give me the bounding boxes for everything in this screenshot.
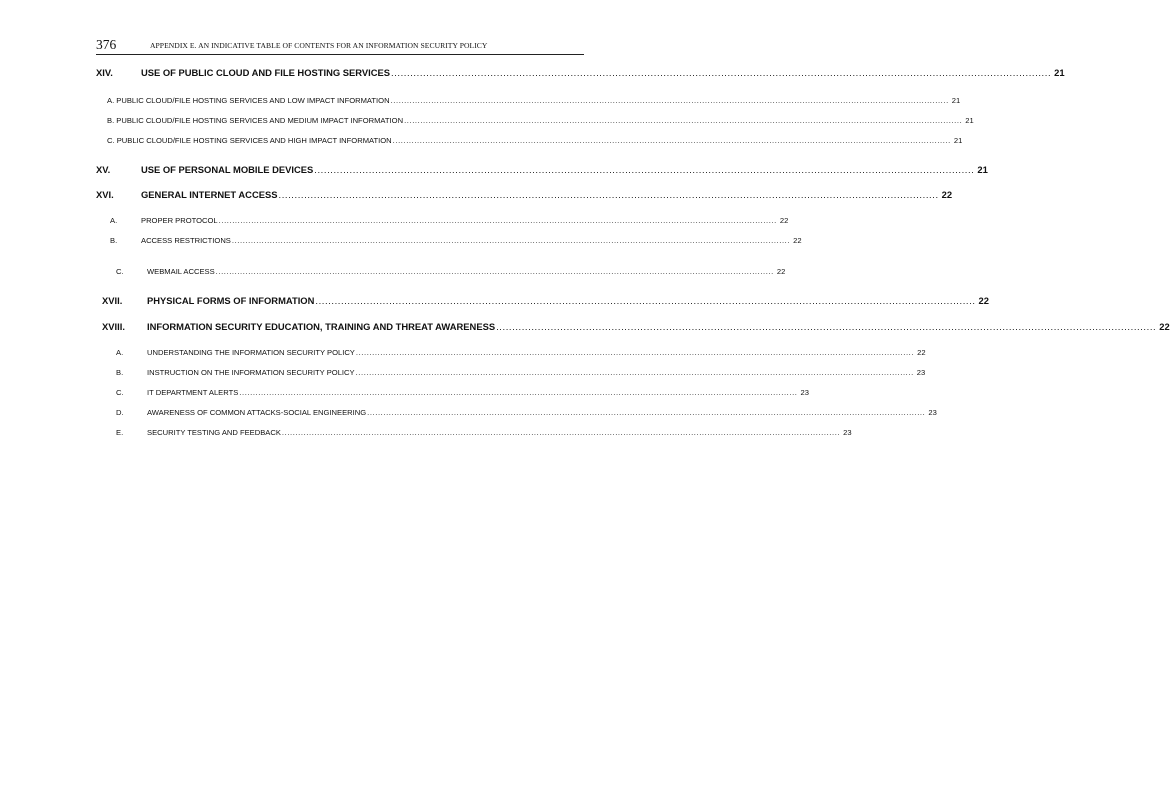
toc-entry-xvi-a [110, 216, 789, 230]
toc-entry-page: 22 [941, 189, 953, 200]
leader-dots: .............................................................................................................................................................................................................. [355, 368, 914, 377]
toc-entry-page: 23 [800, 388, 809, 397]
toc-entry-page: 21 [953, 136, 963, 145]
toc-entry-xviii-b [116, 368, 926, 382]
toc-entry-title: B. PUBLIC CLOUD/FILE HOSTING SERVICES AND MEDIUM IMPACT INFORMATION [107, 116, 404, 125]
toc-entry-title: INSTRUCTION ON THE INFORMATION SECURITY POLICY [147, 368, 355, 377]
toc-entry-page: 23 [928, 408, 937, 417]
leader-dots: .............................................................................................................................................................................................................. [496, 321, 1157, 332]
toc-entry-title: C. PUBLIC CLOUD/FILE HOSTING SERVICES AND HIGH IMPACT INFORMATION [107, 136, 392, 145]
toc-entry-title: INFORMATION SECURITY EDUCATION, TRAINING AND THREAT AWARENESS [147, 321, 496, 332]
toc-entry-xvii [102, 295, 989, 309]
toc-entry-title: UNDERSTANDING THE INFORMATION SECURITY POLICY [147, 348, 355, 357]
toc-entry-xvi-b [110, 236, 802, 250]
toc-entry-page: 21 [977, 164, 988, 175]
toc-entry-xv [96, 164, 988, 178]
toc-entry-number: D. [116, 408, 124, 417]
toc-entry-number: XV. [96, 164, 111, 175]
leader-dots: .............................................................................................................................................................................................................. [218, 216, 777, 225]
toc-entry-page: 22 [917, 348, 926, 357]
toc-entry-page: 22 [978, 295, 989, 306]
toc-entry-number: XVI. [96, 189, 114, 200]
toc-entry-title: WEBMAIL ACCESS [147, 267, 215, 276]
leader-dots: .............................................................................................................................................................................................................. [390, 96, 949, 105]
leader-dots: .............................................................................................................................................................................................................. [355, 348, 915, 357]
toc-entry-page: 22 [779, 216, 789, 225]
toc-entry-page: 22 [776, 267, 786, 276]
toc-entry-xviii-a [116, 348, 926, 362]
leader-dots: .............................................................................................................................................................................................................. [215, 267, 774, 276]
toc-entry-page: 22 [1159, 321, 1170, 332]
page-header [96, 36, 584, 55]
toc-entry-number: B. [116, 368, 124, 377]
toc-entry-page: 21 [965, 116, 974, 125]
leader-dots: .............................................................................................................................................................................................................. [392, 136, 951, 145]
toc-entry-xviii [102, 321, 1170, 335]
toc-entry-number: XVIII. [102, 321, 125, 332]
leader-dots: .............................................................................................................................................................................................................. [231, 236, 791, 245]
toc-entry-xviii-e [116, 428, 852, 442]
toc-entry-number: C. [116, 388, 124, 397]
toc-entry-title: USE OF PUBLIC CLOUD AND FILE HOSTING SERVICES [141, 67, 390, 78]
leader-dots: .............................................................................................................................................................................................................. [278, 189, 939, 200]
toc-entry-xviii-d [116, 408, 937, 422]
page-number: 376 [96, 37, 117, 52]
toc-entry-xiv [96, 67, 1065, 81]
running-head: APPENDIX E. AN INDICATIVE TABLE OF CONTENTS FOR AN INFORMATION SECURITY POLICY [150, 41, 488, 50]
toc-entry-page: 21 [951, 96, 961, 105]
toc-entry-xvi [96, 189, 953, 203]
toc-entry-page: 23 [843, 428, 852, 437]
toc-entry-number: C. [116, 267, 124, 276]
leader-dots: .............................................................................................................................................................................................................. [315, 295, 976, 306]
toc-entry-title: AWARENESS OF COMMON ATTACKS-SOCIAL ENGINEERING [147, 408, 367, 417]
leader-dots: .............................................................................................................................................................................................................. [367, 408, 926, 417]
toc-entry-xiv-c [107, 136, 963, 150]
toc-entry-xvi-c [116, 267, 786, 281]
toc-entry-number: B. [110, 236, 118, 245]
toc-entry-title: SECURITY TESTING AND FEEDBACK [147, 428, 281, 437]
toc-entry-title: GENERAL INTERNET ACCESS [141, 189, 278, 200]
toc-entry-title: PROPER PROTOCOL [141, 216, 218, 225]
toc-entry-number: E. [116, 428, 124, 437]
toc-entry-page: 22 [793, 236, 802, 245]
toc-entry-number: XIV. [96, 67, 113, 78]
toc-entry-title: USE OF PERSONAL MOBILE DEVICES [141, 164, 314, 175]
toc-entry-title: ACCESS RESTRICTIONS [141, 236, 231, 245]
leader-dots: .............................................................................................................................................................................................................. [404, 116, 963, 125]
leader-dots: .............................................................................................................................................................................................................. [390, 67, 1052, 78]
leader-dots: .............................................................................................................................................................................................................. [314, 164, 975, 175]
toc-entry-number: XVII. [102, 295, 123, 306]
toc-entry-xiv-b [107, 116, 974, 130]
toc-entry-page: 23 [916, 368, 926, 377]
toc-entry-title: IT DEPARTMENT ALERTS [147, 388, 239, 397]
leader-dots: .............................................................................................................................................................................................................. [239, 388, 798, 397]
toc-entry-xiv-a [107, 96, 961, 110]
toc-entry-number: A. [110, 216, 118, 225]
toc-entry-xviii-c [116, 388, 809, 402]
toc-entry-number: A. [116, 348, 124, 357]
toc-entry-title: A. PUBLIC CLOUD/FILE HOSTING SERVICES AND LOW IMPACT INFORMATION [107, 96, 390, 105]
toc-entry-page: 21 [1054, 67, 1065, 78]
leader-dots: .............................................................................................................................................................................................................. [281, 428, 841, 437]
toc-entry-title: PHYSICAL FORMS OF INFORMATION [147, 295, 315, 306]
